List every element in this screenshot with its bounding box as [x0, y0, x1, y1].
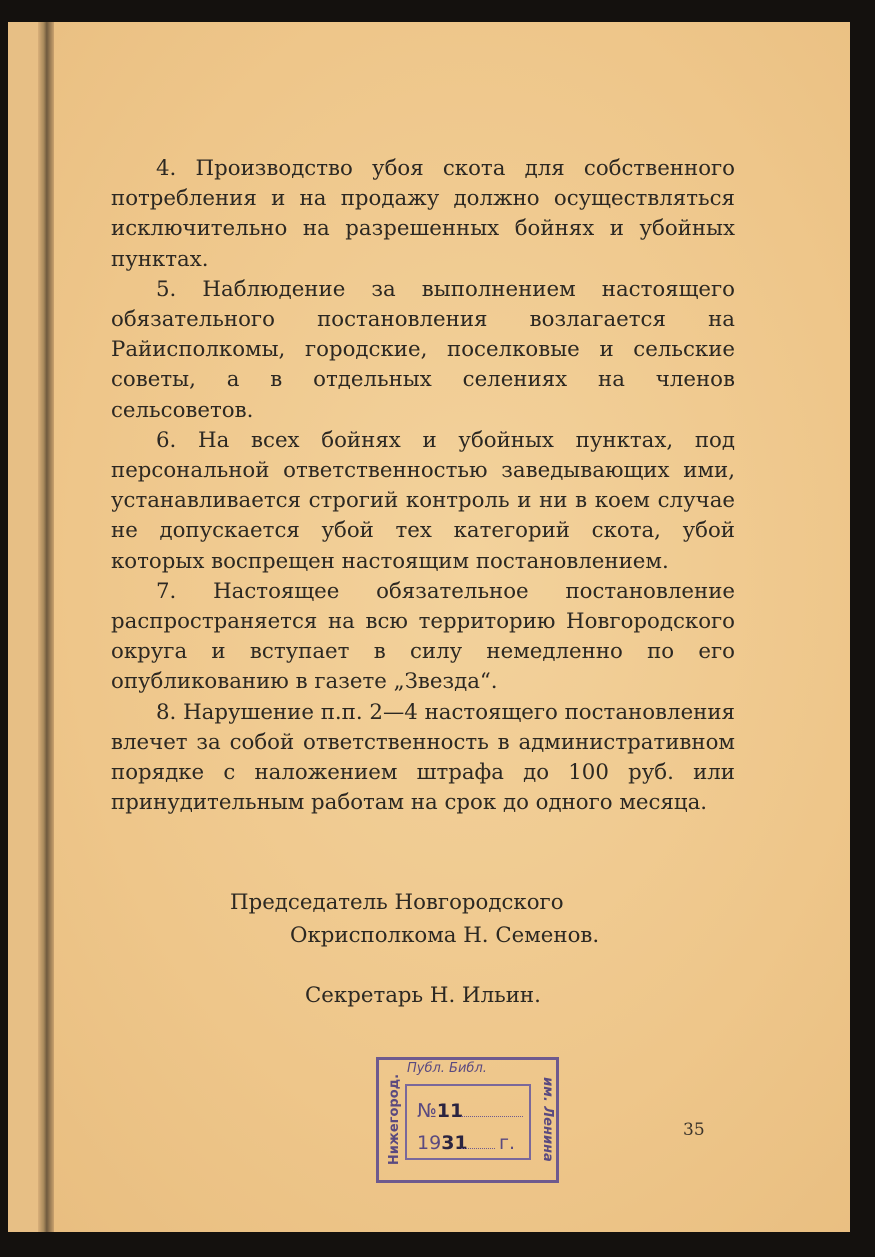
stamp-number-value: 11: [436, 1100, 464, 1122]
stamp-year-suffix: г.: [499, 1132, 516, 1154]
page-number: 35: [683, 1120, 705, 1140]
stamp-number: [417, 1100, 463, 1122]
paragraph-4: 4. Производство убоя скота для собственного потребления и на продажу должно осуществляться исключительно на разрешенных бойнях и убойных пунктах.: [111, 156, 735, 272]
book-spine: [38, 22, 54, 1232]
paragraph-7: 7. Настоящее обязательное постановление распространяется на всю территорию Новгородского округа и вступает в силу немедленно по его опубликованию в газете „Звезда“.: [111, 578, 735, 695]
signature-secretary: Секретарь Н. Ильин.: [305, 983, 541, 1008]
body-text: [111, 154, 735, 818]
document-page: [8, 22, 850, 1232]
stamp-year-dotted-line: [461, 1148, 495, 1149]
page-margin-strip: [8, 22, 38, 1232]
paragraph-8: 8. Нарушение п.п. 2—4 настоящего постановления влечет за собой ответственность в административном порядке с наложением штрафа до 100 руб. или принудительным работам на срок до одного месяца.: [111, 699, 735, 816]
paragraph-5: 5. Наблюдение за выполнением настоящего обязательного постановления возлагается на Райисполкомы, городские, поселковые и сельские советы, а в отдельных селениях на членов сельсоветов.: [111, 276, 735, 423]
library-stamp: [376, 1057, 559, 1183]
stamp-year-value: 31: [441, 1132, 468, 1154]
stamp-year-prefix: 19: [417, 1132, 442, 1154]
stamp-year: [417, 1132, 468, 1154]
stamp-number-dotted-line: [461, 1116, 523, 1117]
signature-chairman-name: Окрисполкома Н. Семенов.: [290, 923, 600, 948]
stamp-number-label: №: [417, 1100, 437, 1122]
paragraph-6: 6. На всех бойнях и убойных пунктах, под персональной ответственностью заведывающих ими, устанавливается строгий контроль и ни в коем случае не допускается убой тех категорий скота, убой которых воспрещен настоящим постановлением.: [111, 427, 735, 574]
stamp-left-text: Нижегород.: [387, 1073, 403, 1166]
stamp-top-text: Публ. Библ.: [407, 1061, 487, 1076]
signature-chairman-title: Председатель Новгородского: [230, 890, 564, 915]
stamp-right-text: им. Ленина: [539, 1077, 555, 1162]
stamp-inner-box: [405, 1084, 531, 1160]
